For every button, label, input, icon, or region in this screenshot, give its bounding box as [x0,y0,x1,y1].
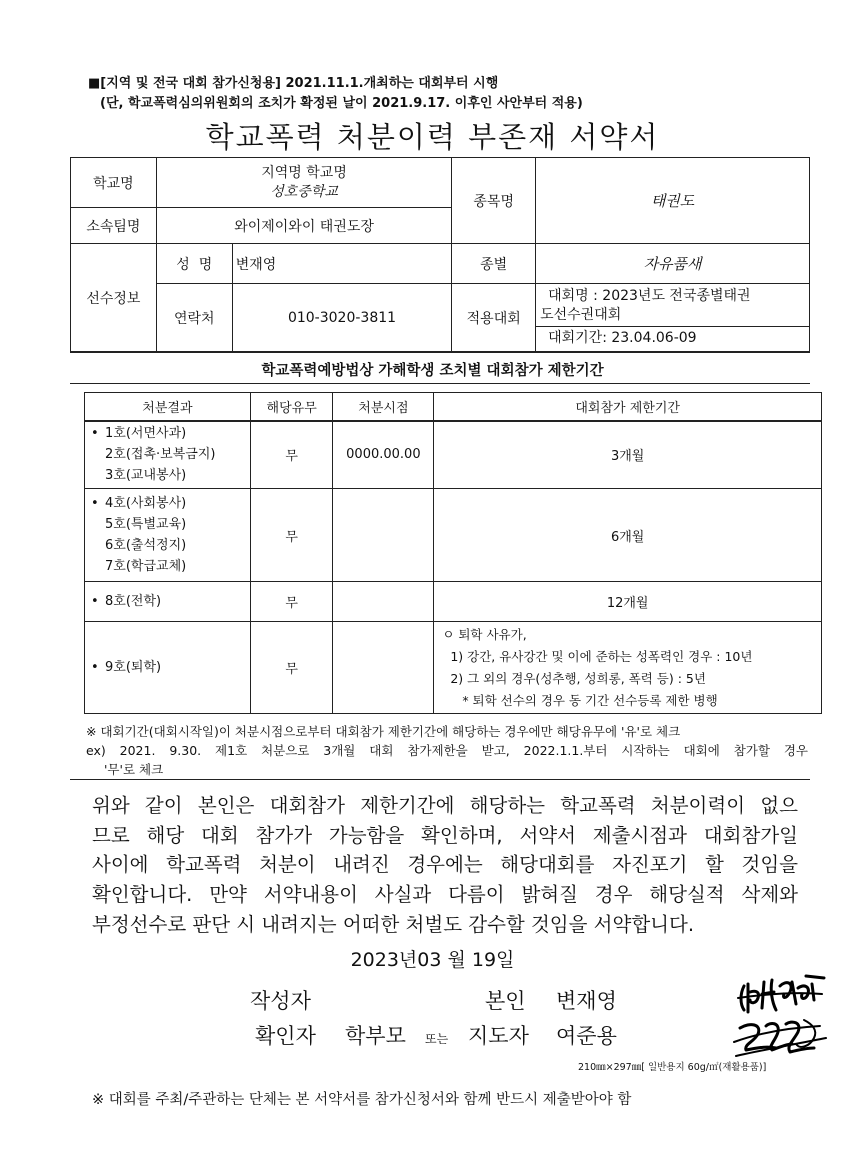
school-hint: 지역명 학교명 [261,164,347,181]
parent-label: 학부모 [345,1024,406,1048]
handwritten-signature [726,964,836,1069]
self-label: 본인 [485,989,526,1013]
expulsion-reason-title: ㅇ 퇴학 사유가, [442,626,527,642]
school-value: 성호중학교 [270,183,338,200]
table-subtitle: 학교폭력예방법상 가해학생 조치별 대회참가 제한기간 [261,363,604,379]
row2-applicable: 무 [250,489,333,582]
footer-note: ※ 대회를 주최/주관하는 단체는 본 서약서를 참가신청서와 함께 반드시 제출받아야 함 [92,1092,632,1108]
row2-limit: 6개월 [434,489,822,582]
expulsion-reason-1: 1) 강간, 유사강간 및 이에 준하는 성폭력인 경우 : 10년 [450,648,753,664]
header-date: 처분시점 [333,393,434,421]
header-result: 처분결과 [85,393,251,421]
divider-top [70,352,810,353]
row2-items [85,489,251,582]
player-info-label: 선수정보 [71,244,157,352]
competition-name-line1: 대회명 : 2023년도 전국종별태권 [548,288,751,304]
notice-line-1: ■[지역 및 전국 대회 참가신청용] 2021.11.1.개최하는 대회부터 시행 [88,76,499,91]
competition-label: 적용대회 [452,284,536,352]
expulsion-reason-2: 2) 그 외의 경우(성추행, 성희롱, 폭력 등) : 5년 [450,670,706,686]
row4-items [85,622,251,714]
row3-date [333,582,434,622]
coach-label: 지도자 [468,1024,529,1048]
notice-line-2: (단, 학교폭력심의위원회의 조치가 확정된 날이 2021.9.17. 이후인 사안부터 적용) [100,96,583,111]
pledge-line: 부정선수로 판단 시 내려지는 어떠한 처벌도 감수할 것임을 서약합니다. [92,912,695,936]
pledge-paragraph [92,791,798,940]
school-cell [156,158,451,208]
pledge-line: 사이에 학교폭력 처분이 내려진 경우에는 해당대회를 자진포기 할 것임을 [92,853,798,877]
pledge-date: 2023년03 월 19일 [350,949,515,971]
competition-period: 대회기간: 23.04.06-09 [536,326,809,348]
pledge-line: 므로 해당 대회 참가가 가능함을 확인하며, 서약서 제출시점과 대회참가일 [92,823,798,847]
header-limit: 대회참가 제한기간 [434,393,822,421]
row1-date: 0000.00.00 [333,421,434,489]
row4-date [333,622,434,714]
note-line-2: ex) 2021. 9.30. 제1호 처분으로 3개월 대회 참가제한을 받고, 2022.1.1.부터 시작하는 대회에 참가할 경우 [86,743,808,758]
pledge-line: 위와 같이 본인은 대회참가 제한기간에 해당하는 학교폭력 처분이력이 없으 [92,794,798,817]
confirmer-label: 확인자 [255,1024,316,1048]
row4-applicable: 무 [250,622,333,714]
list-item: 3호(교내봉사) [105,468,187,484]
row2-date [333,489,434,582]
writer-name: 변재영 [556,989,617,1013]
row1-items [85,421,251,489]
writer-label: 작성자 [250,989,311,1013]
note-line-3: '무'로 체크 [104,762,164,777]
contact-label: 연락처 [156,284,232,352]
or-label: 또는 [425,1032,449,1046]
competition-name-line2: 도선수권대회 [540,307,622,323]
category-label: 종별 [452,244,536,284]
list-item: 5호(특별교육) [105,517,187,532]
school-label: 학교명 [71,158,157,208]
name-label: 성 명 [156,244,232,284]
event-label: 종목명 [452,158,536,244]
category-value: 자유품새 [536,244,810,284]
penalty-table [84,392,822,714]
list-item: 7호(학급교체) [105,559,187,574]
row3-items [85,582,251,622]
row1-limit: 3개월 [434,421,822,489]
note-line-1: ※ 대회기간(대회시작일)이 처분시점으로부터 대회참가 제한기간에 해당하는 경우에만 해당유무에 '유'로 체크 [86,724,681,739]
team-value: 와이제이와이 태권도장 [156,208,451,244]
confirmer-name: 여준용 [556,1024,617,1048]
paper-spec: 210㎜×297㎜[ 일반용지 60g/㎡(재활용품)] [578,1062,767,1073]
list-item: • 1호(서면사과) [91,423,250,444]
list-item: • 4호(사회봉사) [91,493,250,514]
name-value: 변재영 [232,244,452,284]
document-title: 학교폭력 처분이력 부존재 서약서 [205,120,660,154]
team-label: 소속팀명 [71,208,157,244]
competition-cell [536,284,810,352]
list-item: 2호(접촉·보복금지) [105,447,216,463]
list-item: • 9호(퇴학) [91,657,250,678]
contact-value: 010-3020-3811 [232,284,452,352]
row4-limit [434,622,822,714]
row3-applicable: 무 [250,582,333,622]
list-item: 6호(출석정지) [105,538,187,553]
divider-bottom [70,383,810,384]
list-item: • 8호(전학) [91,591,250,612]
expulsion-reason-note: * 퇴학 선수의 경우 동 기간 선수등록 제한 병행 [462,692,718,708]
pledge-line: 확인합니다. 만약 서약내용이 사실과 다름이 밝혀질 경우 해당실적 삭제와 [92,883,798,907]
info-table [70,157,810,352]
header-applicable: 해당유무 [250,393,333,421]
row3-limit: 12개월 [434,582,822,622]
divider-notes [70,779,810,780]
event-value: 태권도 [536,158,810,244]
row1-applicable: 무 [250,421,333,489]
